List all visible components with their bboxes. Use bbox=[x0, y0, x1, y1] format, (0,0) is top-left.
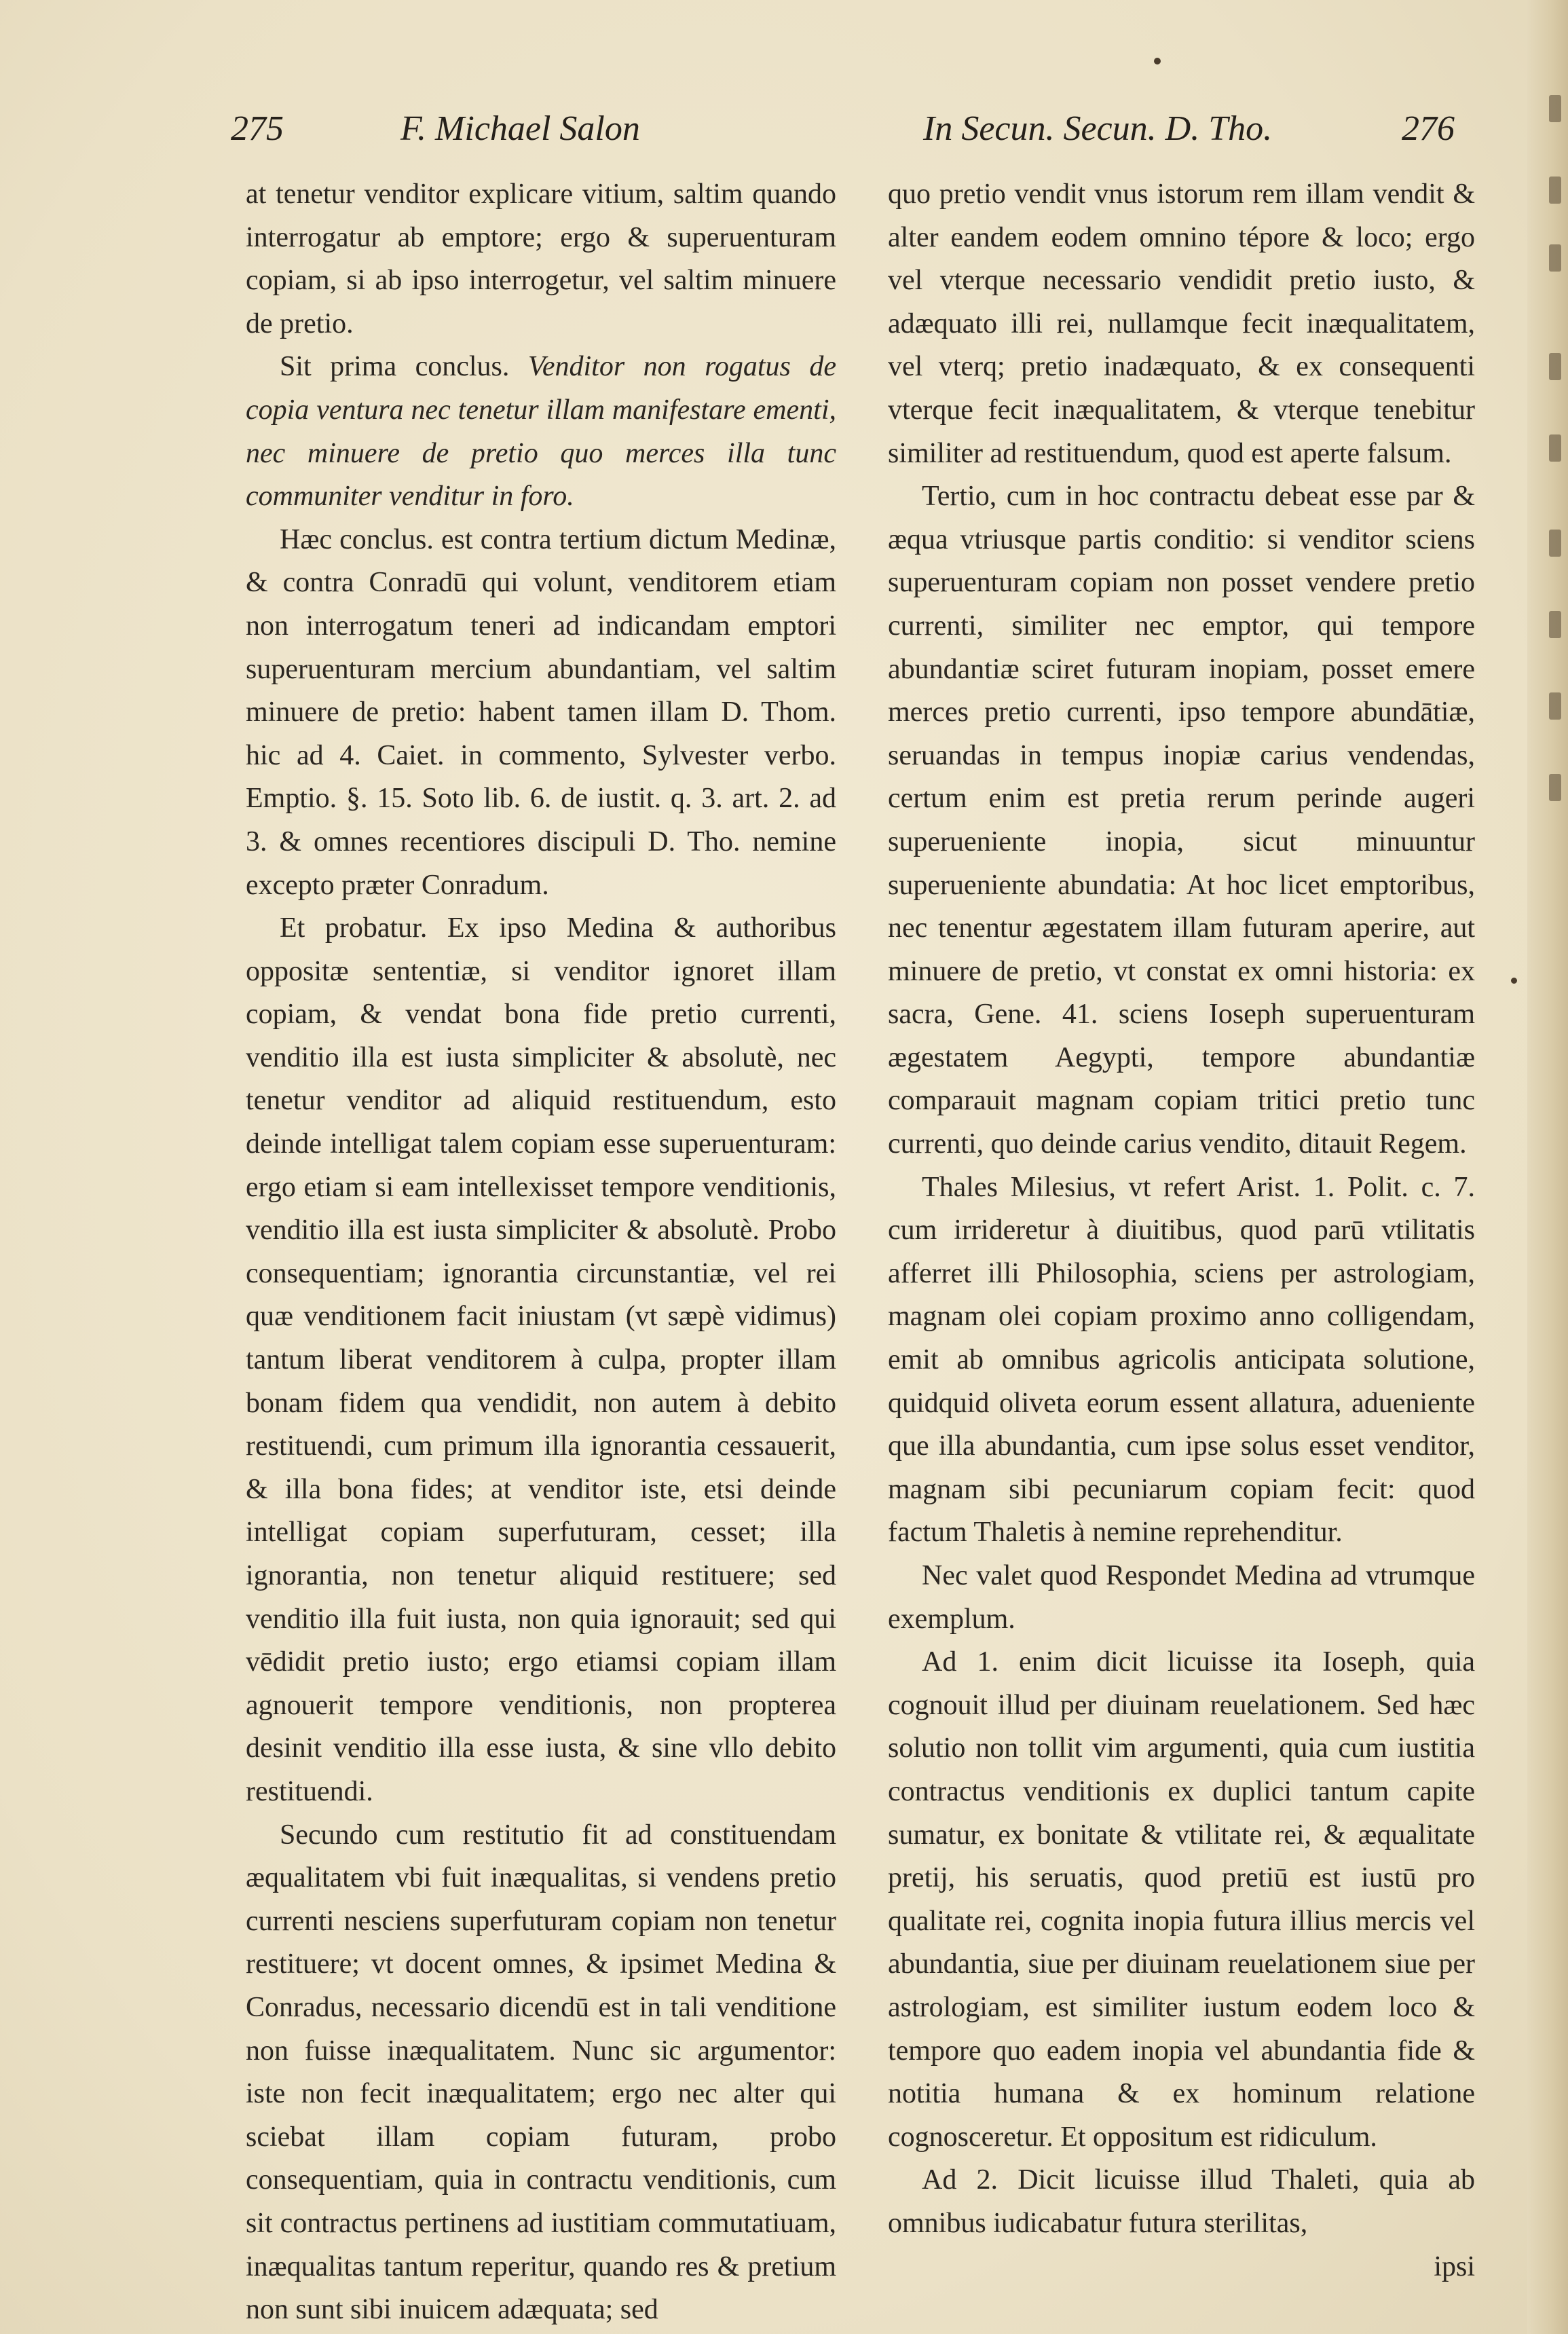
paragraph-text: Thales Milesius, vt refert Arist. 1. Polit. c. 7. cum irrideretur à diuitibus, quod parū vtilitatis afferret illi Philosophia, sciens per astrologiam, magnam olei copiam proximo anno colligendam, emit ab omnibus agricolis anticipata solutione, quidquid olivetа eorum essent allatura, adueniente que illa abundantia, cum ipse solus esset venditor, magnam sibi pecuniarum copiam fecit: quod factum Thaletis à nemine reprehenditur. bbox=[888, 1171, 1475, 1549]
paragraph-text: at tenetur venditor explicare vitium, saltim quando interrogatur ab emptore; ergo & superuenturam copiam, si ab ipso interrogetur, vel saltim minuere de pretio. bbox=[246, 179, 836, 339]
paragraph bbox=[246, 1814, 836, 2332]
paragraph-text: Sit prima conclus. bbox=[280, 351, 510, 383]
paragraph bbox=[888, 1555, 1475, 1641]
ink-spot bbox=[1154, 58, 1161, 64]
paragraph-text: Ad 1. enim dicit licuisse ita Ioseph, quia cognouit illud per diuinam reuelationem. Sed hæc solutio non tollit vim argumenti, quia cum iustitia contractus venditionis ex duplici tantum capite sumatur, ex bonitate & vtilitate rei, & æqualitate pretij, his seruatis, quod pretiū est iustū pro qualitate rei, cognita inopia futura illius mercis vel abundantia, siue per diuinam reuelationem siue per astrologiam, est similiter iustum eodem loco & tempore quo eadem inopia vel abundantia fide & notitia humana & ex hominum relatione cognosceretur. Et oppositum est ridiculum. bbox=[888, 1646, 1475, 2153]
paragraph bbox=[888, 475, 1475, 1166]
paragraph-text: Nec valet quod Respondet Medina ad vtrumque exemplum. bbox=[888, 1560, 1475, 1635]
running-header bbox=[231, 109, 1473, 163]
conclusion-text: Venditor non rogatus de copia ventura nec tenetur illam manifestare ementi, nec minuere de pretio quo merces illa tunc communiter venditur in foro. bbox=[246, 351, 837, 513]
paragraph bbox=[246, 173, 836, 346]
running-title-right: In Secun. Secun. D. Tho. bbox=[923, 109, 1273, 148]
catchword bbox=[888, 2246, 1475, 2289]
paragraph bbox=[888, 1641, 1475, 2159]
page-number-right: 276 bbox=[1402, 109, 1455, 148]
paragraph-text: ipsi bbox=[1434, 2250, 1475, 2282]
paragraph-text: Et probatur. Ex ipso Medina & authoribus oppositæ sententiæ, si venditor ignoret illam copiam, & vendat bona fide pretio currenti, venditio illa est iusta simpliciter & absolutè, nec tenetur venditor ad aliquid restituendum, esto deinde intelligat talem copiam esse superuenturam: ergo etiam si eam intellexisset tempore venditionis, venditio illa est iusta simpliciter & absolutè. Probo consequentiam; ignorantia circunstantiæ, vel rei quæ venditionem facit iniustam (vt sæpè vidimus) tantum liberat venditorem à culpa, propter illam bonam fidem qua vendidit, non autem à debito restituendi, cum primum illa ignorantia cessauerit, & illa bona fides; at venditor iste, etsi deinde intelligat copiam superfuturam, cesset; illa ignorantia, non tenetur aliquid restituere; sed venditio illa fuit iusta, non quia ignorauit; sed qui vēdidit pretio iusto; ergo etiamsi copiam illam agnouerit tempore venditionis, non propterea desinit venditio illa esse iusta, & sine vllo debito restituendi. bbox=[246, 912, 836, 1807]
paragraph bbox=[888, 1166, 1475, 1555]
ink-spot bbox=[1511, 978, 1517, 984]
paragraph-text: Ad 2. Dicit licuisse illud Thaleti, quia ab omnibus iudicabatur futura sterilitas, bbox=[888, 2164, 1475, 2239]
running-title-left: F. Michael Salon bbox=[400, 109, 640, 148]
paragraph bbox=[246, 519, 836, 907]
paragraph-text: Secundo cum restitutio fit ad constituendam æqualitatem vbi fuit inæqualitas, si vendens pretio currenti nesciens superfuturam copiam non tenetur restituere; vt docent omnes, & ipsimet Medina & Conradus, necessario dicendū est in tali venditione non fuisse inæqualitatem. Nunc sic argumentor: iste non fecit inæqualitatem; ergo nec alter qui sciebat illam copiam futuram, probo consequentiam, quia in contractu venditionis, cum sit contractus pertinens ad iustitiam commutatiuam, inæqualitas tantum reperitur, quando res & pretium non sunt sibi inuicem adæquata; sed bbox=[246, 1819, 836, 2326]
right-column bbox=[888, 173, 1475, 2289]
paragraph-text: Tertio, cum in hoc contractu debeat esse par & æqua vtriusque partis conditio: si venditor sciens superuenturam copiam non posset vendere pretio currenti, similiter nec emptor, qui tempore abundantiæ sciret futuram inopiam, posset emere merces pretio currenti, ipso tempore abundātiæ, seruandas in tempus inopiæ carius vendendas, certum enim est pretia rerum perinde augeri superueniente inopia, sicut minuuntur superueniente abundatia: At hoc licet emptoribus, nec tenentur ægestatem illam futuram aperire, aut minuere de pretio, vt constat ex omni historia: ex sacra, Gene. 41. sciens Ioseph superuenturam ægestatem Aegypti, tempore abundantiæ comparauit magnam copiam tritici pretio tunc currenti, quo deinde carius vendito, ditauit Regem. bbox=[888, 481, 1475, 1160]
page-edge bbox=[1527, 0, 1568, 2334]
paragraph bbox=[246, 346, 836, 518]
paragraph bbox=[888, 173, 1475, 475]
paragraph bbox=[888, 2159, 1475, 2245]
paragraph-text: Hæc conclus. est contra tertium dictum Medinæ, & contra Conradū qui volunt, venditorem etiam non interrogatum teneri ad indicandam emptori superuenturam mercium abundantiam, vel saltim minuere de pretio: habent tamen illam D. Thom. hic ad 4. Caiet. in commento, Sylvester verbo. Emptio. §. 15. Soto lib. 6. de iustit. q. 3. art. 2. ad 3. & omnes recentiores discipuli D. Tho. nemine excepto præter Conradum. bbox=[246, 523, 836, 901]
page-number-left: 275 bbox=[231, 109, 284, 148]
left-column bbox=[246, 173, 836, 2332]
paragraph-text: quo pretio vendit vnus istorum rem illam vendit & alter eandem eodem omnino tépore & loco; ergo vel vterque necessario vendidit pretio iusto, & adæquato illi rei, nullamque fecit inæqualitatem, vel vterq; pretio inadæquato, & ex consequenti vterque fecit inæqualitatem, & vterque tenebitur similiter ad restituendum, quod est aperte falsum. bbox=[888, 179, 1475, 469]
paragraph bbox=[246, 907, 836, 1813]
